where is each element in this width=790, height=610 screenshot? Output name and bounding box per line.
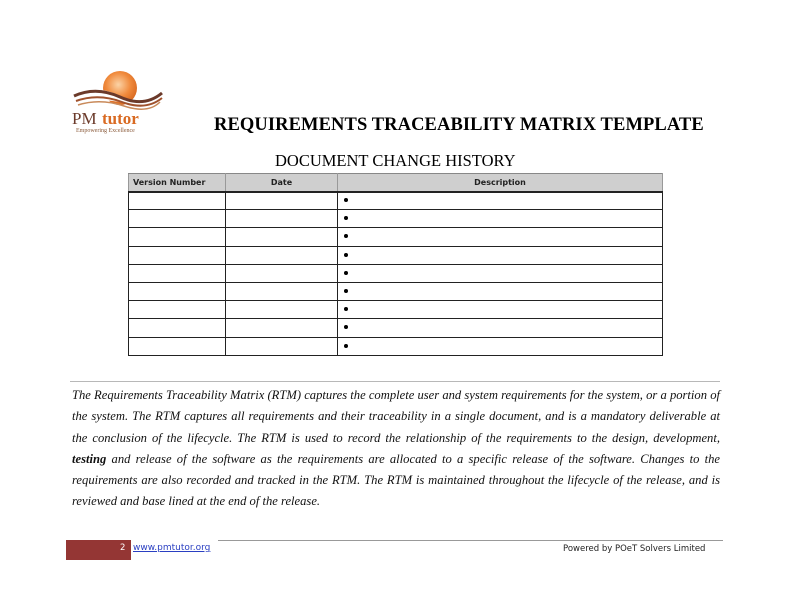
bullet-icon <box>344 216 348 220</box>
date-cell[interactable] <box>226 282 338 300</box>
logo-graphic <box>68 66 168 136</box>
paragraph-text-part1: The Requirements Traceability Matrix (RTM) captures the complete user and system requirements for the system, or a portion of the system. The RTM captures all requirements and their traceability in a single document, and is a mandatory deliverable at the conclusion of the lifecycle. The RTM is used to record the relationship of the requirements to the design, development, <box>72 388 720 445</box>
date-cell[interactable] <box>226 264 338 282</box>
svg-text:tutor: tutor <box>102 109 139 128</box>
description-cell[interactable] <box>338 319 663 337</box>
rtm-description-paragraph <box>72 385 720 513</box>
date-cell[interactable] <box>226 192 338 210</box>
table-header-row <box>129 174 663 192</box>
version-cell[interactable] <box>129 192 226 210</box>
bullet-icon <box>344 307 348 311</box>
version-cell[interactable] <box>129 301 226 319</box>
table-row <box>129 228 663 246</box>
paragraph-text-part2: and release of the software as the requirements are allocated to a specific release of the software. Changes to the requirements are also recorded and tracked in the RTM. The RTM is maintained throughout the lifecycle of the release, and is reviewed and base lined at the end of the release. <box>72 451 720 509</box>
version-cell[interactable] <box>129 264 226 282</box>
description-cell[interactable] <box>338 246 663 264</box>
page-number: 2 <box>120 543 126 553</box>
bullet-icon <box>344 271 348 275</box>
change-history-table <box>128 173 663 356</box>
table-row <box>129 337 663 355</box>
table-row <box>129 301 663 319</box>
description-cell[interactable] <box>338 264 663 282</box>
description-cell[interactable] <box>338 301 663 319</box>
date-cell[interactable] <box>226 246 338 264</box>
table-row <box>129 264 663 282</box>
date-cell[interactable] <box>226 228 338 246</box>
section-title: DOCUMENT CHANGE HISTORY <box>275 151 516 170</box>
version-cell[interactable] <box>129 246 226 264</box>
column-header-version: Version Number <box>129 174 226 192</box>
table-row <box>129 319 663 337</box>
footer-credit: Powered by POeT Solvers Limited <box>563 544 706 554</box>
date-cell[interactable] <box>226 319 338 337</box>
document-title: REQUIREMENTS TRACEABILITY MATRIX TEMPLATE <box>214 115 704 135</box>
date-cell[interactable] <box>226 337 338 355</box>
description-cell[interactable] <box>338 282 663 300</box>
description-cell[interactable] <box>338 337 663 355</box>
date-cell[interactable] <box>226 210 338 228</box>
bullet-icon <box>344 198 348 202</box>
pmtutor-logo <box>68 66 168 136</box>
divider-bottom <box>218 540 723 541</box>
bullet-icon <box>344 344 348 348</box>
table-row <box>129 210 663 228</box>
version-cell[interactable] <box>129 319 226 337</box>
svg-text:Empowering Excellence: Empowering Excellence <box>76 128 135 134</box>
version-cell[interactable] <box>129 210 226 228</box>
bullet-icon <box>344 289 348 293</box>
emphasized-word: testing <box>72 451 107 466</box>
version-cell[interactable] <box>129 282 226 300</box>
bullet-icon <box>344 234 348 238</box>
column-header-description: Description <box>338 174 663 192</box>
website-link[interactable]: www.pmtutor.org <box>133 543 211 553</box>
column-header-date: Date <box>226 174 338 192</box>
svg-text:PM: PM <box>72 109 97 128</box>
description-cell[interactable] <box>338 192 663 210</box>
table-row <box>129 192 663 210</box>
description-cell[interactable] <box>338 228 663 246</box>
bullet-icon <box>344 325 348 329</box>
divider-top <box>70 381 720 382</box>
bullet-icon <box>344 253 348 257</box>
version-cell[interactable] <box>129 337 226 355</box>
table-row <box>129 246 663 264</box>
description-cell[interactable] <box>338 210 663 228</box>
table-row <box>129 282 663 300</box>
date-cell[interactable] <box>226 301 338 319</box>
version-cell[interactable] <box>129 228 226 246</box>
